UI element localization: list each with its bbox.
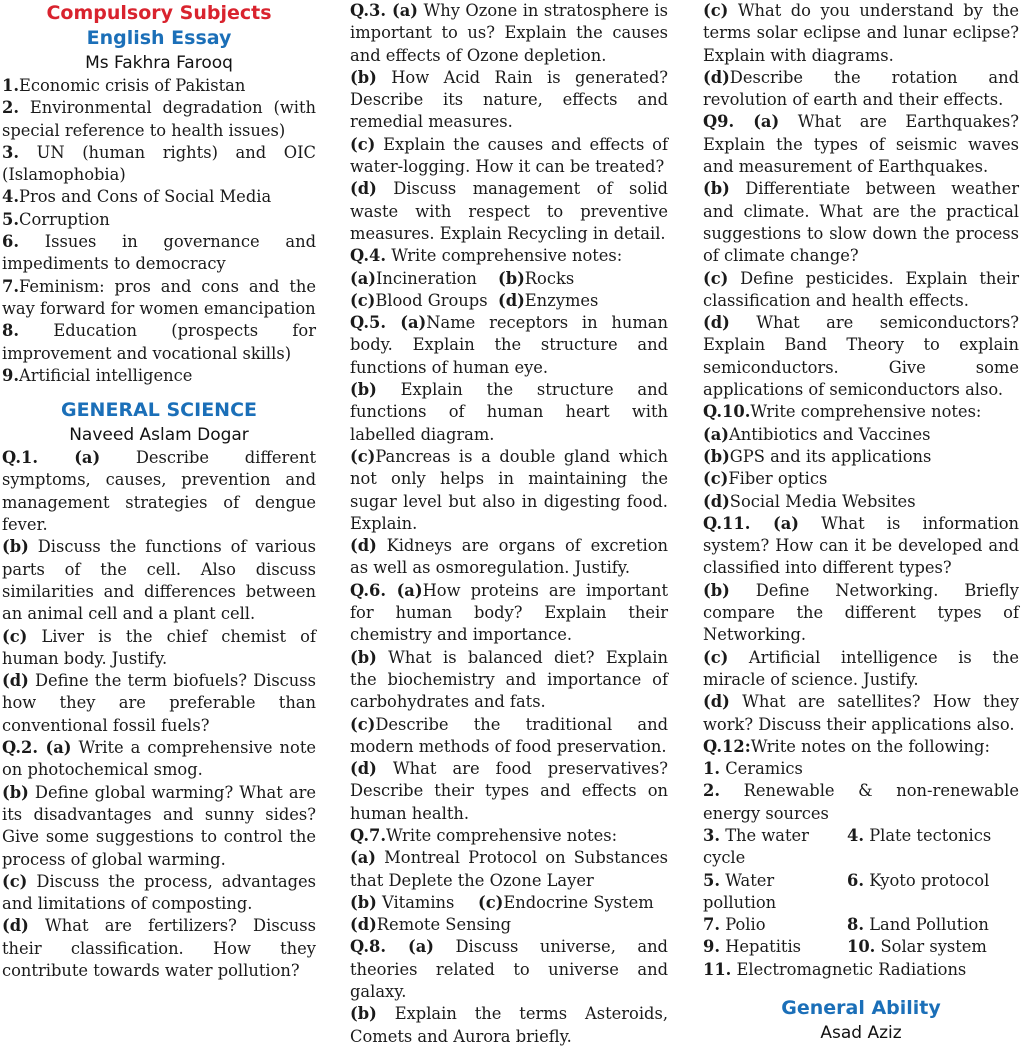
question-part: (d) What are food preservatives? Describe their types and effects on human health.: [350, 759, 668, 823]
question-part: (d) What are semiconductors? Explain Band Theory to explain semiconductors. Give some applications of semiconductors also.: [703, 313, 1019, 400]
note-item: (d)Remote Sensing: [350, 915, 512, 935]
question-part: Q.2. (a) Write a comprehensive note on photochemical smog.: [2, 738, 316, 780]
note-item: (d)Enzymes: [498, 290, 599, 310]
essay-item: 5.Corruption: [2, 209, 110, 229]
question-part: (b) Define Networking. Briefly compare the different types of Networking.: [703, 580, 1019, 645]
note-item: (c)Blood Groups: [350, 290, 488, 310]
question-part: (c) Explain the causes and effects of water-logging. How it can be treated?: [350, 134, 668, 177]
notes-row: [703, 870, 1019, 915]
question-part: Q.6. (a)How proteins are important for human body? Explain their chemistry and importance.: [350, 580, 668, 645]
question-part: (d) What are fertilizers? Discuss their classification. How they contribute towards water pollution?: [2, 916, 316, 980]
essay-item: 6. Issues in governance and impediments to democracy: [2, 232, 316, 274]
essay-item: 2. Environmental degradation (with special reference to health issues): [2, 98, 316, 140]
note-item: (a)Incineration: [350, 268, 477, 288]
question-title: Q.12:Write notes on the following:: [703, 736, 990, 756]
note-item: 6. Kyoto protocol: [847, 870, 990, 890]
column-right: [703, 0, 1019, 1044]
note-item: 5. Water pollution: [703, 870, 777, 912]
note-item: (b)Rocks: [498, 268, 575, 288]
question-part: Q.11. (a) What is information system? How can it be developed and classified into different types?: [703, 513, 1019, 578]
english-essay-author: Ms Fakhra Farooq: [85, 53, 233, 73]
note-item: (b) Vitamins: [350, 892, 455, 912]
essay-item: 7.Feminism: pros and cons and the way forward for women emancipation: [2, 276, 316, 318]
essay-item: 8. Education (prospects for improvement and vocational skills): [2, 321, 316, 363]
general-science-heading: GENERAL SCIENCE: [60, 399, 257, 422]
note-item: (a) Montreal Protocol on Substances that Deplete the Ozone Layer: [350, 848, 668, 890]
question-part: (c) Discuss the process, advantages and limitations of composting.: [2, 871, 316, 914]
english-essay-heading: English Essay: [86, 27, 232, 49]
note-item: 1. Ceramics: [703, 759, 803, 779]
question-part: (c) Liver is the chief chemist of human body. Justify.: [2, 626, 316, 668]
general-science-author: Naveed Aslam Dogar: [69, 425, 249, 446]
question-part: (d) Kidneys are organs of excretion as well as osmoregulation. Justify.: [350, 536, 668, 578]
question-part: Q.3. (a) Why Ozone in stratosphere is important to us? Explain the causes and effects of Ozone depletion.: [350, 1, 668, 65]
notes-row: [703, 936, 1019, 958]
notes-row: [350, 290, 668, 312]
note-item: 8. Land Pollution: [847, 915, 989, 935]
note-item: 10. Solar system: [847, 937, 987, 957]
question-part: (c) What do you understand by the terms solar eclipse and lunar eclipse? Explain with diagrams.: [703, 1, 1019, 65]
question-part: (c)Pancreas is a double gland which not only helps in maintaining the sugar level but also in digesting food. Explain.: [350, 446, 668, 533]
note-item: (b)GPS and its applications: [703, 446, 932, 466]
note-item: 3. The water cycle: [703, 825, 809, 868]
question-part: Q.5. (a)Name receptors in human body. Explain the structure and functions of human eye.: [350, 313, 668, 377]
essay-item: 1.Economic crisis of Pakistan: [2, 76, 246, 95]
question-title: Q.7.Write comprehensive notes:: [350, 825, 618, 845]
essay-item: 9.Artificial intelligence: [2, 365, 193, 385]
column-left: [2, 0, 316, 992]
note-item: 4. Plate tectonics: [847, 825, 992, 845]
essay-item: 3. UN (human rights) and OIC (Islamophobia): [2, 142, 316, 185]
essay-item: 4.Pros and Cons of Social Media: [2, 187, 272, 207]
general-ability-author: Asad Aziz: [820, 1023, 902, 1044]
question-part: (c) Define pesticides. Explain their classification and health effects.: [703, 268, 1019, 310]
notes-row: [350, 892, 668, 914]
note-item: (c)Fiber optics: [703, 469, 828, 489]
question-part: (c)Describe the traditional and modern methods of food preservation.: [350, 714, 668, 756]
column-middle: [350, 0, 668, 1046]
compulsory-subjects-heading: Compulsory Subjects: [46, 2, 272, 24]
question-part: Q9. (a) What are Earthquakes? Explain the types of seismic waves and measurement of Earthquakes.: [703, 112, 1019, 177]
notes-row: [703, 914, 1019, 936]
question-part: Q.8. (a) Discuss universe, and theories related to universe and galaxy.: [350, 937, 668, 1002]
question-part: (b) How Acid Rain is generated? Describe its nature, effects and remedial measures.: [350, 67, 668, 132]
notes-row: [703, 825, 1019, 870]
note-item: (a)Antibiotics and Vaccines: [703, 424, 931, 444]
note-item: 11. Electromagnetic Radiations: [703, 959, 967, 979]
question-title: Q.4. Write comprehensive notes:: [350, 246, 623, 266]
question-part: (b) Explain the terms Asteroids, Comets and Aurora briefly.: [350, 1004, 668, 1046]
note-item: (d)Social Media Websites: [703, 491, 916, 511]
note-item: 7. Polio: [703, 915, 766, 935]
question-part: (c) Artificial intelligence is the miracle of science. Justify.: [703, 647, 1019, 689]
question-part: (d) Discuss management of solid waste with respect to preventive measures. Explain Recycling in detail.: [350, 179, 668, 243]
note-item: 2. Renewable & non-renewable energy sources: [703, 781, 1019, 823]
general-ability-heading: General Ability: [781, 997, 941, 1020]
question-part: (d) Define the term biofuels? Discuss how they are preferable than conventional fossil fuels?: [2, 671, 316, 735]
note-item: (c)Endocrine System: [478, 892, 654, 912]
notes-row: [350, 268, 668, 290]
question-part: (b) Define global warming? What are its disadvantages and sunny sides? Give some suggestions to control the process of global warming.: [2, 782, 316, 869]
question-part: (b) Discuss the functions of various parts of the cell. Also discuss similarities and differences between an animal cell and a plant cell.: [2, 537, 316, 624]
question-part: (b) What is balanced diet? Explain the biochemistry and importance of carbohydrates and fats.: [350, 647, 668, 712]
question-title: Q.10.Write comprehensive notes:: [703, 402, 982, 422]
question-part: (b) Differentiate between weather and climate. What are the practical suggestions to slow down the process of climate change?: [703, 179, 1019, 266]
question-part: (d)Describe the rotation and revolution of earth and their effects.: [703, 67, 1019, 110]
note-item: 9. Hepatitis: [703, 937, 802, 957]
question-part: Q.1. (a) Describe different symptoms, causes, prevention and management strategies of dengue fever.: [2, 448, 316, 535]
question-part: (d) What are satellites? How they work? Discuss their applications also.: [703, 692, 1019, 734]
question-part: (b) Explain the structure and functions of human heart with labelled diagram.: [350, 380, 668, 444]
